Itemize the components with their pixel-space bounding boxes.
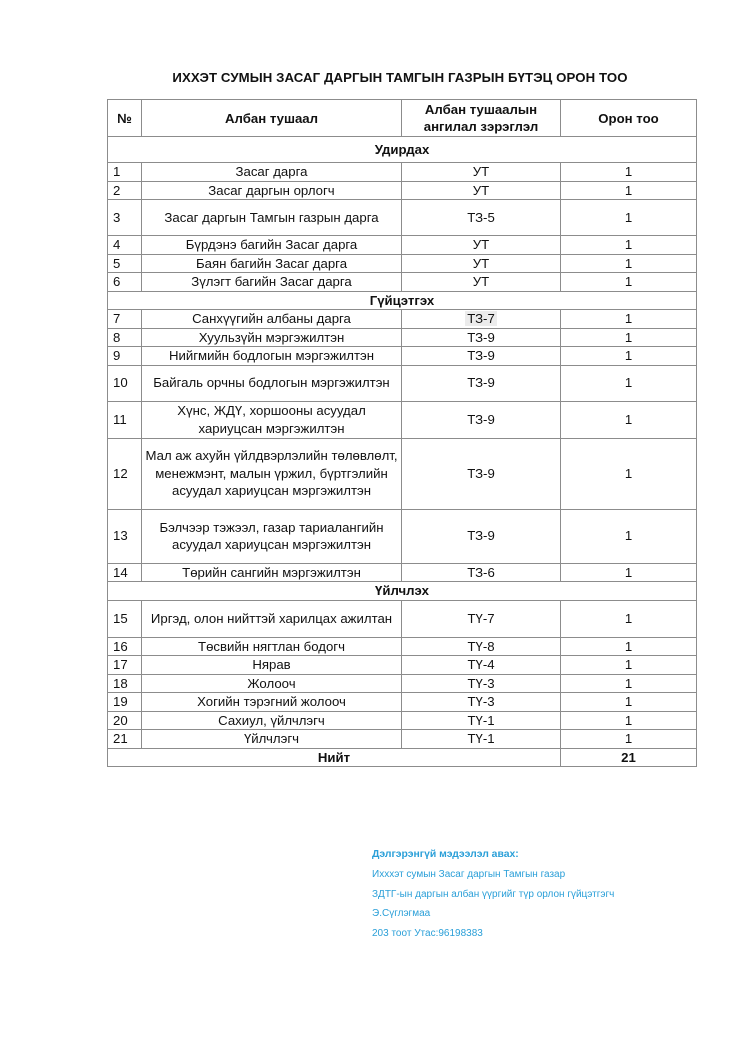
- contact-footer: [372, 845, 614, 944]
- classification-cell: УТ: [402, 273, 561, 292]
- row-number: 17: [108, 656, 142, 675]
- position-cell: Засаг дарга: [142, 163, 402, 182]
- table-row: [108, 328, 697, 347]
- position-cell: Засаг даргын орлогч: [142, 181, 402, 200]
- classification-cell: ТЗ-9: [402, 509, 561, 563]
- header-count: Орон тоо: [561, 100, 697, 137]
- position-cell: Хогийн тэрэгний жолооч: [142, 693, 402, 712]
- count-cell: 1: [561, 254, 697, 273]
- count-cell: 1: [561, 563, 697, 582]
- table-row: [108, 637, 697, 656]
- document-title: ИХХЭТ СУМЫН ЗАСАГ ДАРГЫН ТАМГЫН ГАЗРЫН БҮТЭЦ ОРОН ТОО: [172, 70, 628, 85]
- position-cell: Санхүүгийн албаны дарга: [142, 310, 402, 329]
- position-cell: Үйлчлэгч: [142, 730, 402, 749]
- table-row: [108, 656, 697, 675]
- classification-cell: [402, 310, 561, 329]
- table-row: [108, 310, 697, 329]
- classification-cell: ТҮ-1: [402, 730, 561, 749]
- section-row: [108, 291, 697, 310]
- count-cell: 1: [561, 236, 697, 255]
- position-cell: Зүлэгт багийн Засаг дарга: [142, 273, 402, 292]
- row-number: 14: [108, 563, 142, 582]
- row-number: 18: [108, 674, 142, 693]
- table-row: [108, 438, 697, 509]
- classification-cell: ТЗ-9: [402, 347, 561, 366]
- header-position: Албан тушаал: [142, 100, 402, 137]
- classification-cell: ТҮ-3: [402, 693, 561, 712]
- position-cell: Төрийн сангийн мэргэжилтэн: [142, 563, 402, 582]
- row-number: 11: [108, 401, 142, 438]
- position-cell: Мал аж ахуйн үйлдвэрлэлийн төлөвлөлт, менежмэнт, малын үржил, бүртгэлийн асуудал хариуцсан мэргэжилтэн: [142, 438, 402, 509]
- section-title: Удирдах: [108, 137, 697, 163]
- position-cell: Засаг даргын Тамгын газрын дарга: [142, 200, 402, 236]
- table-row: [108, 600, 697, 637]
- classification-cell: ТҮ-7: [402, 600, 561, 637]
- count-cell: 1: [561, 674, 697, 693]
- table-row: [108, 365, 697, 401]
- count-cell: 1: [561, 438, 697, 509]
- position-cell: Жолооч: [142, 674, 402, 693]
- position-cell: Сахиул, үйлчлэгч: [142, 711, 402, 730]
- row-number: 20: [108, 711, 142, 730]
- footer-phone: 203 тоот Утас:96198383: [372, 928, 483, 940]
- highlighted-text: ТЗ-7: [467, 311, 495, 326]
- row-number: 15: [108, 600, 142, 637]
- position-cell: Нийгмийн бодлогын мэргэжилтэн: [142, 347, 402, 366]
- row-number: 8: [108, 328, 142, 347]
- section-row: [108, 137, 697, 163]
- classification-cell: ТҮ-8: [402, 637, 561, 656]
- row-number: 6: [108, 273, 142, 292]
- row-number: 12: [108, 438, 142, 509]
- footer-role: ЗДТГ-ын даргын албан үүргийг түр орлон гүйцэтгэгч: [372, 888, 615, 900]
- count-cell: 1: [561, 401, 697, 438]
- row-number: 16: [108, 637, 142, 656]
- row-number: 2: [108, 181, 142, 200]
- position-cell: Хуульзүйн мэргэжилтэн: [142, 328, 402, 347]
- staff-table: [107, 99, 697, 767]
- row-number: 1: [108, 163, 142, 182]
- count-cell: 1: [561, 200, 697, 236]
- footer-heading: Дэлгэрэнгүй мэдээлэл авах:: [372, 849, 519, 860]
- total-row: [108, 748, 697, 767]
- count-cell: 1: [561, 273, 697, 292]
- row-number: 21: [108, 730, 142, 749]
- table-row: [108, 693, 697, 712]
- row-number: 10: [108, 365, 142, 401]
- total-label: Нийт: [108, 748, 561, 767]
- section-row: [108, 582, 697, 601]
- row-number: 5: [108, 254, 142, 273]
- classification-cell: ТЗ-9: [402, 438, 561, 509]
- classification-cell: ТҮ-1: [402, 711, 561, 730]
- table-row: [108, 401, 697, 438]
- row-number: 9: [108, 347, 142, 366]
- footer-name: Э.Сүглэгмаа: [372, 908, 431, 920]
- row-number: 3: [108, 200, 142, 236]
- classification-cell: ТҮ-3: [402, 674, 561, 693]
- count-cell: 1: [561, 730, 697, 749]
- row-number: 19: [108, 693, 142, 712]
- count-cell: 1: [561, 310, 697, 329]
- table-row: [108, 236, 697, 255]
- position-cell: Байгаль орчны бодлогын мэргэжилтэн: [142, 365, 402, 401]
- position-cell: Баян багийн Засаг дарга: [142, 254, 402, 273]
- count-cell: 1: [561, 365, 697, 401]
- position-cell: Төсвийн нягтлан бодогч: [142, 637, 402, 656]
- section-title: Гүйцэтгэх: [108, 291, 697, 310]
- table-row: [108, 563, 697, 582]
- count-cell: 1: [561, 181, 697, 200]
- classification-cell: ТЗ-9: [402, 365, 561, 401]
- row-number: 4: [108, 236, 142, 255]
- table-row: [108, 730, 697, 749]
- table-row: [108, 674, 697, 693]
- total-value: 21: [561, 748, 697, 767]
- position-cell: Бүрдэнэ багийн Засаг дарга: [142, 236, 402, 255]
- classification-cell: УТ: [402, 236, 561, 255]
- position-cell: Иргэд, олон нийттэй харилцах ажилтан: [142, 600, 402, 637]
- count-cell: 1: [561, 509, 697, 563]
- section-title: Үйлчлэх: [108, 582, 697, 601]
- position-cell: Хүнс, ЖДҮ, хоршооны асуудал хариуцсан мэргэжилтэн: [142, 401, 402, 438]
- classification-cell: УТ: [402, 163, 561, 182]
- classification-cell: УТ: [402, 254, 561, 273]
- classification-cell: ТЗ-9: [402, 401, 561, 438]
- count-cell: 1: [561, 693, 697, 712]
- count-cell: 1: [561, 163, 697, 182]
- table-header-row: [108, 100, 697, 137]
- count-cell: 1: [561, 347, 697, 366]
- footer-org: Ихххэт сумын Засаг даргын Тамгын газар: [372, 868, 566, 880]
- classification-cell: ТЗ-5: [402, 200, 561, 236]
- count-cell: 1: [561, 656, 697, 675]
- table-row: [108, 254, 697, 273]
- table-row: [108, 509, 697, 563]
- header-number: №: [108, 100, 142, 137]
- table-row: [108, 181, 697, 200]
- table-row: [108, 347, 697, 366]
- count-cell: 1: [561, 600, 697, 637]
- classification-cell: ТЗ-6: [402, 563, 561, 582]
- table-row: [108, 273, 697, 292]
- count-cell: 1: [561, 711, 697, 730]
- row-number: 13: [108, 509, 142, 563]
- table-row: [108, 163, 697, 182]
- classification-cell: ТҮ-4: [402, 656, 561, 675]
- row-number: 7: [108, 310, 142, 329]
- table-row: [108, 200, 697, 236]
- classification-cell: УТ: [402, 181, 561, 200]
- count-cell: 1: [561, 637, 697, 656]
- position-cell: Нярав: [142, 656, 402, 675]
- position-cell: Бэлчээр тэжээл, газар тариалангийн асуудал хариуцсан мэргэжилтэн: [142, 509, 402, 563]
- count-cell: 1: [561, 328, 697, 347]
- table-row: [108, 711, 697, 730]
- header-classification: Албан тушаалын ангилал зэрэглэл: [402, 100, 561, 137]
- classification-cell: ТЗ-9: [402, 328, 561, 347]
